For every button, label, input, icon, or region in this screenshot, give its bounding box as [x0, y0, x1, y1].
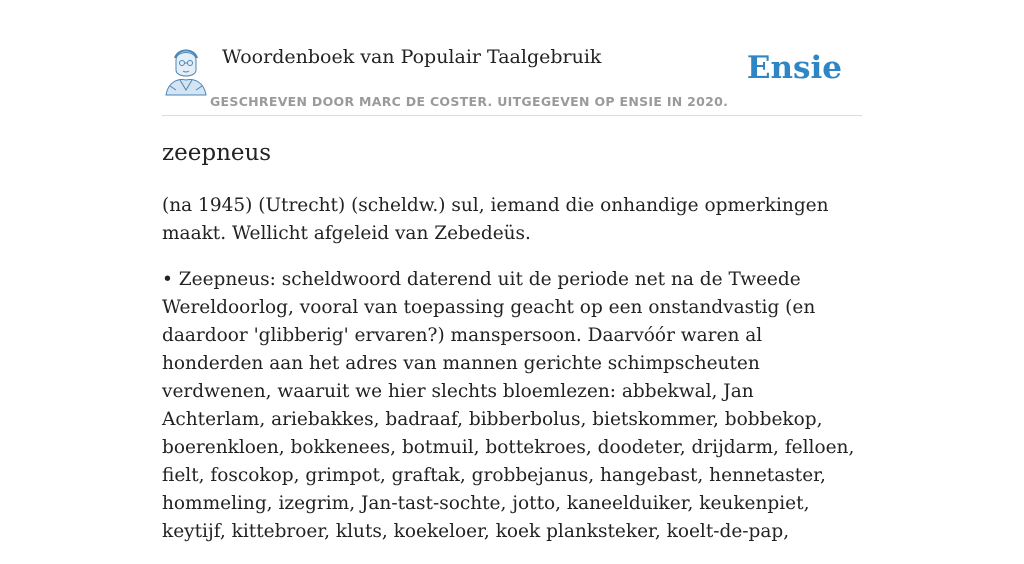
- entry-definition: (na 1945) (Utrecht) (scheldw.) sul, iemand die onhandige opmerkingen maakt. Wellicht afgeleid van Zebedeüs.: [162, 195, 829, 244]
- entry-content: [162, 192, 862, 564]
- site-header: [162, 40, 862, 116]
- entry-note: • Zeepneus: scheldwoord daterend uit de periode net na de Tweede Wereldoorlog, vooral van toepassing geacht op een onstandvastig (en daardoor 'glibberig' ervaren?) manspersoon. Daarvóór waren al honderden aan het adres van mannen gerichte schimpscheuten verdwenen, waaruit we hier slechts bloemlezen: abbekwal, Jan Achterlam, ariebakkes, badraaf, bibberbolus, bietskommer, bobbekop, boerenkloen, bokkenees, botmuil, bottekroes, doodeter, drijdarm, felloen, fielt, foscokop, grimpot, graftak, grobbejanus, hangebast, hennetaster, hommeling, izegrim, Jan-tast-sochte, jotto, kaneelduiker, keukenpiet, keytijf, kittebroer, kluts, koekeloer, koek planksteker, koelt-de-pap,: [162, 269, 855, 542]
- book-title[interactable]: Woordenboek van Populair Taalgebruik: [222, 46, 602, 68]
- author-avatar[interactable]: [162, 44, 210, 96]
- author-portrait-icon: [162, 44, 210, 96]
- entry-word: zeepneus: [162, 140, 272, 166]
- ensie-logo[interactable]: Ensie: [746, 50, 842, 86]
- author-byline: GESCHREVEN DOOR MARC DE COSTER. UITGEGEVEN OP ENSIE IN 2020.: [210, 94, 729, 109]
